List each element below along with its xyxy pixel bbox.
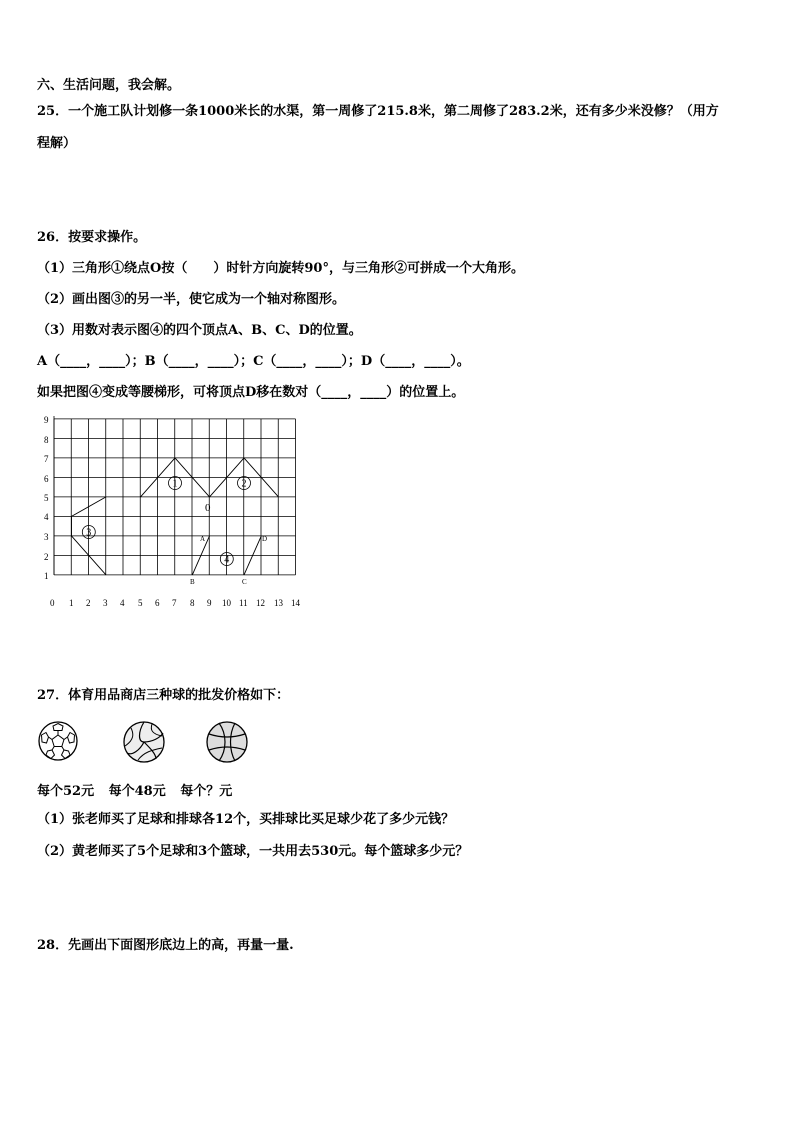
x-tick: 9 [207, 598, 212, 608]
x-tick: 1 [69, 598, 74, 608]
x-tick: 7 [172, 598, 177, 608]
x-tick: 0 [50, 598, 55, 608]
section-title: 六、生活问题，我会解。 [37, 78, 181, 93]
x-tick: 10 [222, 598, 231, 608]
soccer-ball-icon [37, 720, 79, 762]
q27-part2: （2）黄老师买了5个足球和3个篮球，一共用去530元。每个篮球多少元？ [37, 844, 469, 859]
x-tick: 11 [239, 598, 248, 608]
q26-trapezoid-question: 如果把图④变成等腰梯形，可将顶点D移在数对（____，____）的位置上。 [37, 385, 465, 400]
y-tick: 1 [44, 571, 49, 581]
q26-part1: （1）三角形①绕点O按（ ）时针方向旋转90°，与三角形②可拼成一个大角形。 [37, 261, 524, 276]
y-tick: 3 [44, 532, 49, 542]
point-B-label: B [190, 578, 195, 586]
point-C-label: C [242, 578, 247, 586]
soccer-ball-price: 每个52元 [37, 784, 95, 799]
q26-coordinates-blanks: A（____，____）；B（____，____）；C（____，____）；D（____，____）。 [37, 354, 470, 369]
x-tick: 5 [138, 598, 143, 608]
q25-line2: 程解） [37, 136, 77, 151]
grid-lines [54, 416, 296, 575]
q26-part2: （2）画出图③的另一半，使它成为一个轴对称图形。 [37, 292, 346, 307]
x-tick: 4 [120, 598, 125, 608]
q27-title: 27．体育用品商店三种球的批发价格如下： [37, 688, 290, 703]
basketball-icon [205, 720, 249, 764]
q26-part3: （3）用数对表示图④的四个顶点A、B、C、D的位置。 [37, 323, 362, 338]
x-tick: 6 [155, 598, 160, 608]
x-tick: 8 [190, 598, 195, 608]
y-tick: 9 [44, 415, 49, 425]
x-tick: 12 [256, 598, 265, 608]
y-tick: 6 [44, 474, 49, 484]
y-tick: 5 [44, 493, 49, 503]
volleyball-price: 每个48元 [108, 784, 166, 799]
y-tick: 4 [44, 512, 49, 522]
point-A-label: A [200, 535, 206, 543]
x-tick: 2 [86, 598, 91, 608]
x-tick: 14 [291, 598, 300, 608]
basketball-price: 每个？元 [180, 784, 233, 799]
x-tick: 13 [274, 598, 283, 608]
x-tick: 3 [103, 598, 108, 608]
ball-prices [37, 780, 242, 799]
y-axis-ticks [44, 415, 49, 581]
point-O-label: 0 [205, 502, 211, 514]
y-tick: 2 [44, 552, 49, 562]
x-axis-ticks [50, 598, 301, 608]
point-D-label: D [262, 535, 268, 543]
q26-title: 26．按要求操作。 [37, 230, 147, 245]
y-tick: 8 [44, 435, 49, 445]
label-4: 4 [224, 554, 230, 566]
q28-title: 28．先画出下面图形底边上的高，再量一量. [37, 938, 294, 953]
y-tick: 7 [44, 454, 49, 464]
q27-part1: （1）张老师买了足球和排球各12个，买排球比买足球少花了多少元钱？ [37, 812, 455, 827]
q25-line1: 25．一个施工队计划修一条1000米长的水渠，第一周修了215.8米，第二周修了283.2米，还有多少米没修？（用方 [37, 104, 719, 119]
label-1: 1 [172, 478, 178, 490]
coordinate-grid [36, 412, 306, 610]
label-2: 2 [241, 478, 247, 490]
label-3: 3 [86, 527, 92, 539]
volleyball-icon [122, 720, 166, 764]
